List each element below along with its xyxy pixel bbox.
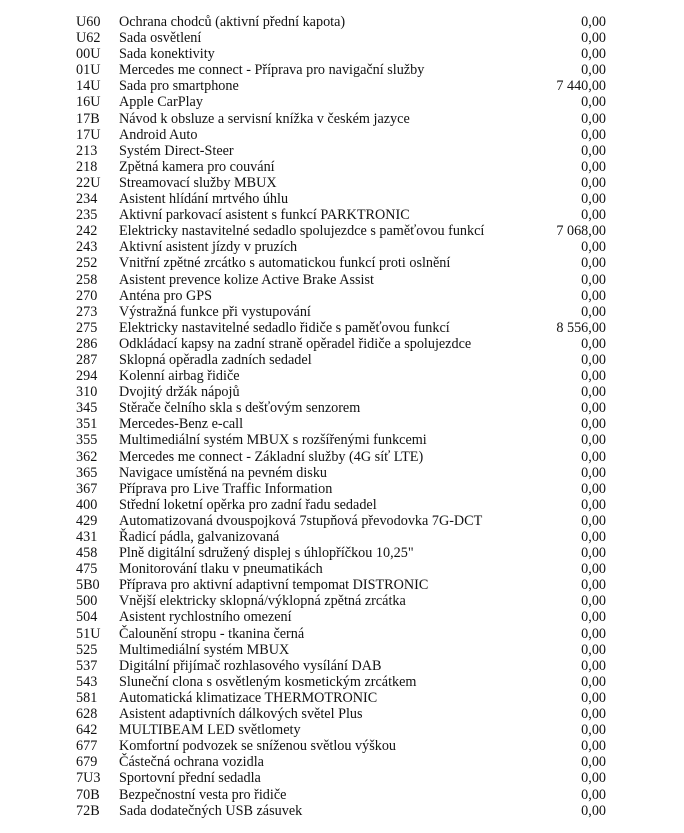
item-price: 0,00 bbox=[581, 786, 606, 803]
item-description: Čalounění stropu - tkanina černá bbox=[119, 625, 305, 642]
item-price: 0,00 bbox=[581, 271, 606, 288]
item-description: Řadicí pádla, galvanizovaná bbox=[119, 529, 280, 545]
item-price: 0,00 bbox=[581, 496, 606, 513]
list-item bbox=[0, 674, 684, 690]
item-code: 17B bbox=[76, 110, 100, 127]
item-price: 0,00 bbox=[581, 46, 606, 63]
list-item bbox=[0, 14, 684, 30]
item-code: 537 bbox=[76, 657, 98, 674]
item-code: 581 bbox=[76, 689, 98, 706]
item-code: 365 bbox=[76, 464, 98, 481]
item-description: Monitorování tlaku v pneumatikách bbox=[119, 561, 323, 578]
item-description: Sportovní přední sedadla bbox=[119, 770, 261, 787]
list-item bbox=[0, 368, 684, 384]
item-code: 543 bbox=[76, 673, 98, 690]
item-code: 16U bbox=[76, 94, 101, 111]
item-code: U62 bbox=[76, 30, 101, 47]
list-item bbox=[0, 30, 684, 46]
item-price: 0,00 bbox=[581, 609, 606, 626]
item-code: 525 bbox=[76, 641, 98, 658]
item-description: Streamovací služby MBUX bbox=[119, 174, 277, 191]
item-code: 01U bbox=[76, 62, 101, 79]
item-description: Stěrače čelního skla s dešťovým senzorem bbox=[119, 400, 361, 417]
list-item bbox=[0, 111, 684, 127]
item-price: 0,00 bbox=[581, 62, 606, 79]
item-description: Bezpečnostní vesta pro řidiče bbox=[119, 786, 287, 803]
item-description: Aktivní asistent jízdy v pruzích bbox=[119, 239, 298, 256]
item-code: 275 bbox=[76, 319, 98, 336]
list-item bbox=[0, 609, 684, 625]
item-price: 0,00 bbox=[581, 126, 606, 143]
list-item bbox=[0, 207, 684, 223]
list-item bbox=[0, 255, 684, 271]
item-description: Aktivní parkovací asistent s funkcí PARKTRONIC bbox=[119, 207, 410, 224]
item-price: 0,00 bbox=[581, 368, 606, 385]
item-description: Apple CarPlay bbox=[119, 94, 203, 111]
item-price: 8 556,00 bbox=[556, 319, 606, 336]
item-code: 294 bbox=[76, 368, 98, 385]
item-price: 0,00 bbox=[581, 754, 606, 771]
item-price: 0,00 bbox=[581, 448, 606, 465]
list-item bbox=[0, 432, 684, 448]
item-code: 431 bbox=[76, 529, 98, 545]
item-price: 0,00 bbox=[581, 641, 606, 658]
list-item bbox=[0, 577, 684, 593]
list-item bbox=[0, 690, 684, 706]
item-price: 0,00 bbox=[581, 207, 606, 224]
item-description: Návod k obsluze a servisní knížka v českém jazyce bbox=[119, 110, 410, 127]
item-code: 14U bbox=[76, 78, 101, 95]
list-item bbox=[0, 239, 684, 255]
list-item bbox=[0, 770, 684, 786]
list-item bbox=[0, 223, 684, 239]
item-price: 0,00 bbox=[581, 14, 606, 30]
item-price: 0,00 bbox=[581, 706, 606, 723]
list-item bbox=[0, 78, 684, 94]
item-description: Sluneční clona s osvětleným kosmetickým zrcátkem bbox=[119, 673, 417, 690]
item-code: 213 bbox=[76, 142, 98, 159]
item-description: Digitální přijímač rozhlasového vysílání DAB bbox=[119, 657, 382, 674]
item-code: 17U bbox=[76, 126, 101, 143]
item-price: 0,00 bbox=[581, 94, 606, 111]
item-code: 72B bbox=[76, 802, 100, 819]
item-code: 7U3 bbox=[76, 770, 101, 787]
item-price: 0,00 bbox=[581, 770, 606, 787]
list-item bbox=[0, 465, 684, 481]
item-code: 504 bbox=[76, 609, 98, 626]
item-price: 0,00 bbox=[581, 657, 606, 674]
item-code: 310 bbox=[76, 384, 98, 401]
item-price: 0,00 bbox=[581, 512, 606, 529]
list-item bbox=[0, 143, 684, 159]
list-item bbox=[0, 384, 684, 400]
list-item bbox=[0, 593, 684, 609]
item-description: Plně digitální sdružený displej s úhlopříčkou 10,25" bbox=[119, 545, 414, 562]
list-item bbox=[0, 336, 684, 352]
item-description: Příprava pro Live Traffic Information bbox=[119, 480, 333, 497]
list-item bbox=[0, 416, 684, 432]
item-code: 242 bbox=[76, 223, 98, 240]
list-item bbox=[0, 449, 684, 465]
item-description: Automatizovaná dvouspojková 7stupňová převodovka 7G-DCT bbox=[119, 512, 483, 529]
item-code: 273 bbox=[76, 303, 98, 320]
item-price: 0,00 bbox=[581, 738, 606, 755]
item-description: Sada osvětlení bbox=[119, 30, 202, 47]
list-item bbox=[0, 191, 684, 207]
list-item bbox=[0, 320, 684, 336]
list-item bbox=[0, 561, 684, 577]
list-item bbox=[0, 288, 684, 304]
item-description: Elektricky nastavitelné sedadlo spolujezdce s paměťovou funkcí bbox=[119, 223, 485, 240]
item-code: 258 bbox=[76, 271, 98, 288]
item-code: 355 bbox=[76, 432, 98, 449]
list-item bbox=[0, 658, 684, 674]
item-code: 429 bbox=[76, 512, 98, 529]
item-code: 367 bbox=[76, 480, 98, 497]
list-item bbox=[0, 803, 684, 819]
list-item bbox=[0, 626, 684, 642]
item-description: Ochrana chodců (aktivní přední kapota) bbox=[119, 14, 346, 30]
item-description: Automatická klimatizace THERMOTRONIC bbox=[119, 689, 378, 706]
item-code: 679 bbox=[76, 754, 98, 771]
item-price: 0,00 bbox=[581, 110, 606, 127]
list-item bbox=[0, 497, 684, 513]
item-price: 0,00 bbox=[581, 802, 606, 819]
list-item bbox=[0, 304, 684, 320]
list-item bbox=[0, 400, 684, 416]
item-description: Střední loketní opěrka pro zadní řadu sedadel bbox=[119, 496, 377, 513]
item-description: Asistent rychlostního omezení bbox=[119, 609, 292, 626]
list-item bbox=[0, 545, 684, 561]
item-price: 0,00 bbox=[581, 577, 606, 594]
item-description: Mercedes me connect - Příprava pro navigační služby bbox=[119, 62, 425, 79]
item-description: Zpětná kamera pro couvání bbox=[119, 158, 275, 175]
list-item bbox=[0, 754, 684, 770]
item-code: 475 bbox=[76, 561, 98, 578]
item-code: 234 bbox=[76, 191, 98, 208]
item-code: 628 bbox=[76, 706, 98, 723]
item-description: Multimediální systém MBUX bbox=[119, 641, 290, 658]
item-description: MULTIBEAM LED světlomety bbox=[119, 722, 301, 739]
item-price: 0,00 bbox=[581, 191, 606, 208]
item-description: Elektricky nastavitelné sedadlo řidiče s paměťovou funkcí bbox=[119, 319, 450, 336]
item-description: Komfortní podvozek se sníženou světlou výškou bbox=[119, 738, 397, 755]
item-description: Sada konektivity bbox=[119, 46, 215, 63]
item-description: Asistent hlídání mrtvého úhlu bbox=[119, 191, 289, 208]
item-code: 642 bbox=[76, 722, 98, 739]
item-description: Dvojitý držák nápojů bbox=[119, 384, 240, 401]
item-price: 0,00 bbox=[581, 529, 606, 545]
item-description: Sada dodatečných USB zásuvek bbox=[119, 802, 303, 819]
item-code: 362 bbox=[76, 448, 98, 465]
item-code: 5B0 bbox=[76, 577, 100, 594]
item-price: 0,00 bbox=[581, 480, 606, 497]
item-price: 0,00 bbox=[581, 561, 606, 578]
item-price: 0,00 bbox=[581, 30, 606, 47]
item-price: 0,00 bbox=[581, 335, 606, 352]
item-price: 0,00 bbox=[581, 593, 606, 610]
item-description: Příprava pro aktivní adaptivní tempomat DISTRONIC bbox=[119, 577, 429, 594]
item-code: 22U bbox=[76, 174, 101, 191]
item-code: 270 bbox=[76, 287, 98, 304]
item-price: 0,00 bbox=[581, 400, 606, 417]
item-code: 286 bbox=[76, 335, 98, 352]
item-code: 500 bbox=[76, 593, 98, 610]
item-price: 0,00 bbox=[581, 287, 606, 304]
item-code: 70B bbox=[76, 786, 100, 803]
item-code: 351 bbox=[76, 416, 98, 433]
item-price: 0,00 bbox=[581, 689, 606, 706]
equipment-list bbox=[0, 14, 684, 819]
list-item bbox=[0, 513, 684, 529]
list-item bbox=[0, 127, 684, 143]
item-price: 7 440,00 bbox=[556, 78, 606, 95]
item-description: Kolenní airbag řidiče bbox=[119, 368, 240, 385]
item-description: Systém Direct-Steer bbox=[119, 142, 234, 159]
list-item bbox=[0, 481, 684, 497]
item-description: Vnější elektricky sklopná/výklopná zpětná zrcátka bbox=[119, 593, 406, 610]
item-price: 0,00 bbox=[581, 303, 606, 320]
item-description: Mercedes me connect - Základní služby (4G síť LTE) bbox=[119, 448, 424, 465]
item-price: 0,00 bbox=[581, 545, 606, 562]
item-code: 51U bbox=[76, 625, 101, 642]
list-item bbox=[0, 706, 684, 722]
item-code: 252 bbox=[76, 255, 98, 272]
item-code: 235 bbox=[76, 207, 98, 224]
item-price: 0,00 bbox=[581, 722, 606, 739]
item-description: Částečná ochrana vozidla bbox=[119, 754, 264, 771]
item-price: 0,00 bbox=[581, 673, 606, 690]
item-price: 0,00 bbox=[581, 625, 606, 642]
item-description: Výstražná funkce při vystupování bbox=[119, 303, 311, 320]
item-code: 00U bbox=[76, 46, 101, 63]
item-code: 218 bbox=[76, 158, 98, 175]
item-code: 345 bbox=[76, 400, 98, 417]
item-code: U60 bbox=[76, 14, 101, 30]
item-price: 0,00 bbox=[581, 384, 606, 401]
list-item bbox=[0, 529, 684, 545]
item-price: 7 068,00 bbox=[556, 223, 606, 240]
item-price: 0,00 bbox=[581, 351, 606, 368]
item-description: Sada pro smartphone bbox=[119, 78, 239, 95]
item-description: Android Auto bbox=[119, 126, 198, 143]
item-price: 0,00 bbox=[581, 174, 606, 191]
item-price: 0,00 bbox=[581, 432, 606, 449]
list-item bbox=[0, 94, 684, 110]
item-code: 458 bbox=[76, 545, 98, 562]
item-description: Anténa pro GPS bbox=[119, 287, 213, 304]
item-code: 677 bbox=[76, 738, 98, 755]
item-price: 0,00 bbox=[581, 239, 606, 256]
item-description: Sklopná opěradla zadních sedadel bbox=[119, 351, 312, 368]
list-item bbox=[0, 722, 684, 738]
list-item bbox=[0, 642, 684, 658]
item-price: 0,00 bbox=[581, 158, 606, 175]
item-code: 400 bbox=[76, 496, 98, 513]
list-item bbox=[0, 62, 684, 78]
item-description: Asistent prevence kolize Active Brake Assist bbox=[119, 271, 374, 288]
item-price: 0,00 bbox=[581, 416, 606, 433]
list-item bbox=[0, 46, 684, 62]
item-description: Vnitřní zpětné zrcátko s automatickou funkcí proti oslnění bbox=[119, 255, 451, 272]
item-description: Multimediální systém MBUX s rozšířenými funkcemi bbox=[119, 432, 427, 449]
item-description: Navigace umístěná na pevném disku bbox=[119, 464, 328, 481]
list-item bbox=[0, 175, 684, 191]
item-code: 287 bbox=[76, 351, 98, 368]
item-price: 0,00 bbox=[581, 464, 606, 481]
list-item bbox=[0, 159, 684, 175]
item-description: Asistent adaptivních dálkových světel Plus bbox=[119, 706, 363, 723]
list-item bbox=[0, 787, 684, 803]
list-item bbox=[0, 738, 684, 754]
item-price: 0,00 bbox=[581, 255, 606, 272]
item-description: Mercedes-Benz e-call bbox=[119, 416, 244, 433]
item-description: Odkládací kapsy na zadní straně opěradel řidiče a spolujezdce bbox=[119, 335, 472, 352]
item-code: 243 bbox=[76, 239, 98, 256]
item-price: 0,00 bbox=[581, 142, 606, 159]
list-item bbox=[0, 272, 684, 288]
list-item bbox=[0, 352, 684, 368]
